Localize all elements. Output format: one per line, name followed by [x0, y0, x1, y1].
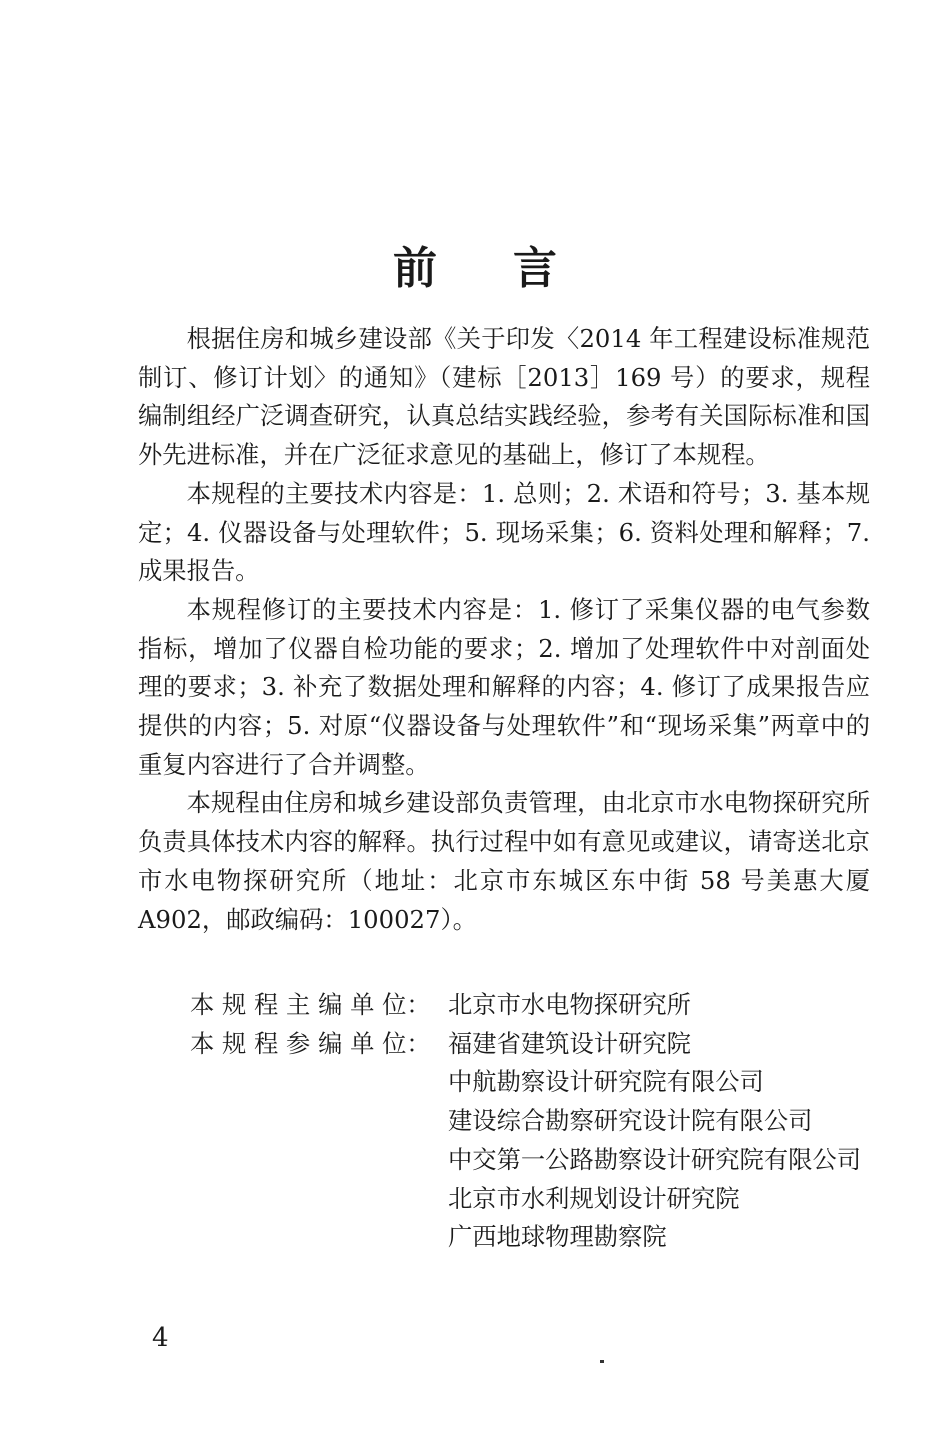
- participating-unit: 福建省建筑设计研究院: [448, 1028, 691, 1058]
- participating-units-label: 本 规 程 参 编 单 位：: [190, 1028, 431, 1058]
- drafting-units: [138, 986, 870, 1257]
- paragraph: 本规程的主要技术内容是：1. 总则；2. 术语和符号；3. 基本规定；4. 仪器设备与处理软件；5. 现场采集；6. 资料处理和解释；7. 成果报告。: [138, 478, 870, 586]
- participating-unit: 广西地球物理勘察院: [448, 1222, 667, 1252]
- paragraph: 本规程修订的主要技术内容是：1. 修订了采集仪器的电气参数指标，增加了仪器自检功能的要求；2. 增加了处理软件中对剖面处理的要求；3. 补充了数据处理和解释的内容；4. 修订了成果报告应提供的内容；5. 对原“仪器设备与处理软件”和“现场采集”两章中的重复内容进行了合并调整。: [138, 594, 870, 779]
- paragraph: 根据住房和城乡建设部《关于印发〈2014 年工程建设标准规范制订、修订计划〉的通知》（建标［2013］169 号）的要求，规程编制组经广泛调查研究，认真总结实践经验，参考有关国际标准和国外先进标准，并在广泛征求意见的基础上，修订了本规程。: [138, 324, 870, 470]
- participating-unit: 中航勘察设计研究院有限公司: [448, 1067, 764, 1097]
- scan-speck: [600, 1360, 604, 1363]
- participating-units-list: [448, 1025, 870, 1257]
- participating-unit: 中交第一公路勘察设计研究院有限公司: [448, 1144, 862, 1174]
- participating-units-row: [138, 1025, 870, 1257]
- participating-unit: 北京市水利规划设计研究院: [448, 1183, 740, 1213]
- participating-unit: 建设综合勘察研究设计院有限公司: [448, 1106, 813, 1136]
- page-number: 4: [152, 1323, 169, 1353]
- preface-body: [138, 320, 870, 939]
- paragraph: 本规程由住房和城乡建设部负责管理，由北京市水电物探研究所负责具体技术内容的解释。执行过程中如有意见或建议，请寄送北京市水电物探研究所（地址：北京市东城区东中街 58 号美惠大厦 A902，邮政编码：100027）。: [138, 788, 870, 934]
- page-title: 前言: [393, 243, 633, 295]
- chief-unit-row: [138, 986, 870, 1025]
- chief-unit-label: 本 规 程 主 编 单 位：: [190, 990, 431, 1019]
- chief-unit-name: 北京市水电物探研究所: [448, 990, 691, 1019]
